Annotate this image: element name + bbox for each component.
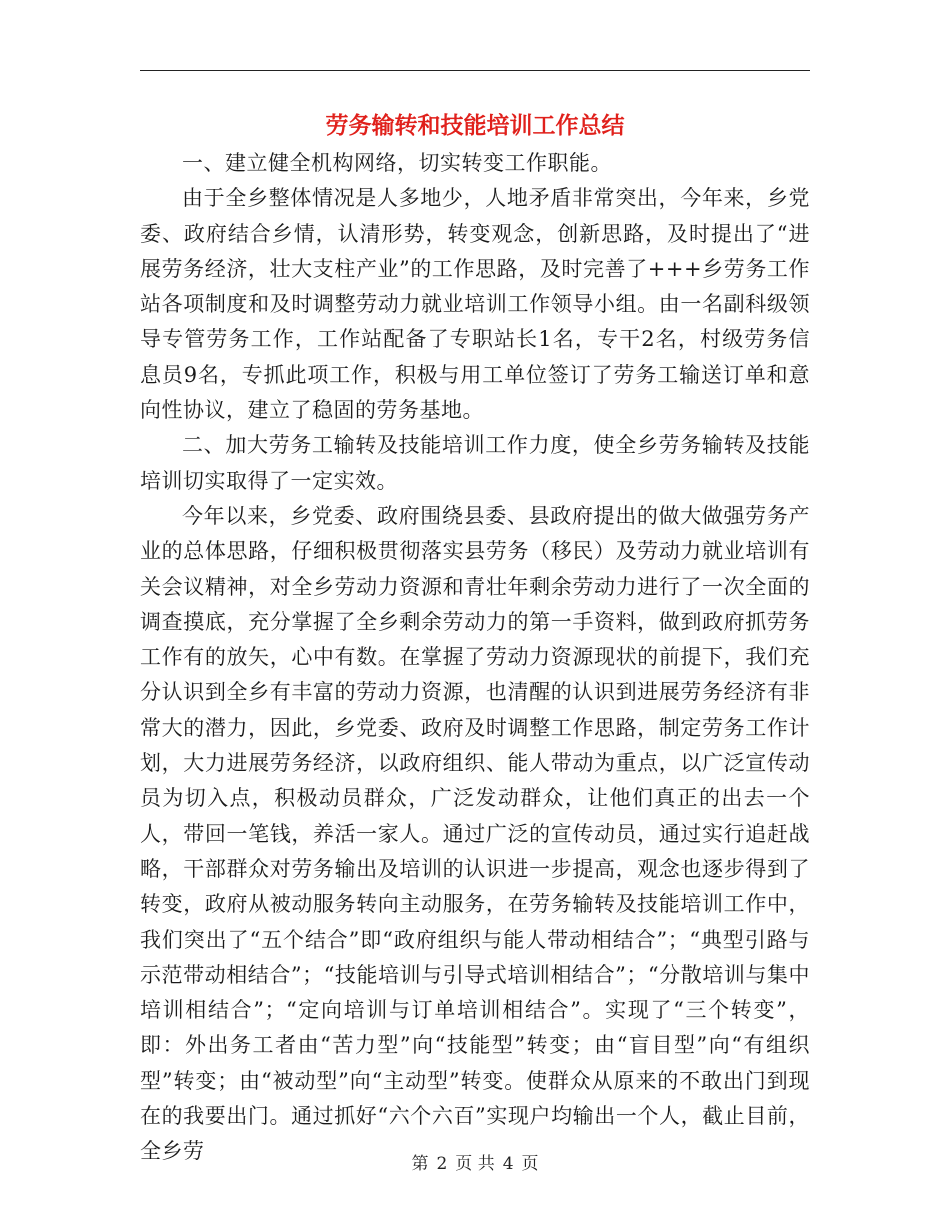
body-paragraph-2: 今年以来，乡党委、政府围绕县委、县政府提出的做大做强劳务产业的总体思路，仔细积极贯彻落实县劳务（移民）及劳动力就业培训有关会议精神，对全乡劳动力资源和青壮年剩余劳动力进行了一次全面的调查摸底，充分掌握了全乡剩余劳动力的第一手资料，做到政府抓劳务工作有的放矢，心中有数。在掌握了劳动力资源现状的前提下，我们充分认识到全乡有丰富的劳动力资源，也清醒的认识到进展劳务经济有非常大的潜力，因此，乡党委、政府及时调整工作思路，制定劳务工作计划，大力进展劳务经济，以政府组织、能人带动为重点，以广泛宣传动员为切入点，积极动员群众，广泛发动群众，让他们真正的出去一个人，带回一笔钱，养活一家人。通过广泛的宣传动员，通过实行追赶战略，干部群众对劳务输出及培训的认识进一步提高，观念也逐步得到了转变，政府从被动服务转向主动服务，在劳务输转及技能培训工作中，我们突出了“五个结合”即“政府组织与能人带动相结合”；“典型引路与示范带动相结合”；“技能培训与引导式培训相结合”；“分散培训与集中培训相结合”；“定向培训与订单培训相结合”。实现了“三个转变”，即：外出务工者由“苦力型”向“技能型”转变；由“盲目型”向“有组织型”转变；由“被动型”向“主动型”转变。使群众从原来的不敢出门到现在的我要出门。通过抓好“六个六百”实现户均输出一个人，截止目前，全乡劳 xyxy=(140,503,810,1164)
header-rule xyxy=(140,70,810,71)
page-current: 2 xyxy=(436,1154,448,1174)
page-footer xyxy=(0,1152,950,1176)
document-body xyxy=(140,146,810,1170)
page-total: 4 xyxy=(502,1154,514,1174)
page-label-prefix: 第 xyxy=(411,1154,429,1174)
document-title: 劳务输转和技能培训工作总结 xyxy=(325,112,625,139)
body-paragraph-1: 由于全乡整体情况是人多地少，人地矛盾非常突出，今年来，乡党委、政府结合乡情，认清形势，转变观念，创新思路，及时提出了“进展劳务经济，壮大支柱产业”的工作思路，及时完善了+++乡劳务工作站各项制度和及时调整劳动力就业培训工作领导小组。由一名副科级领导专管劳务工作，工作站配备了专职站长1名，专干2名，村级劳务信息员9名，专抓此项工作，积极与用工单位签订了劳务工输送订单和意向性协议，建立了稳固的劳务基地。 xyxy=(140,186,810,423)
section-heading-2: 二、加大劳务工输转及技能培训工作力度，使全乡劳务输转及技能培训切实取得了一定实效。 xyxy=(140,433,810,493)
section-heading-1: 一、建立健全机构网络，切实转变工作职能。 xyxy=(182,151,612,175)
page-label-middle: 页 共 xyxy=(455,1154,495,1174)
page-label-suffix: 页 xyxy=(521,1154,539,1174)
